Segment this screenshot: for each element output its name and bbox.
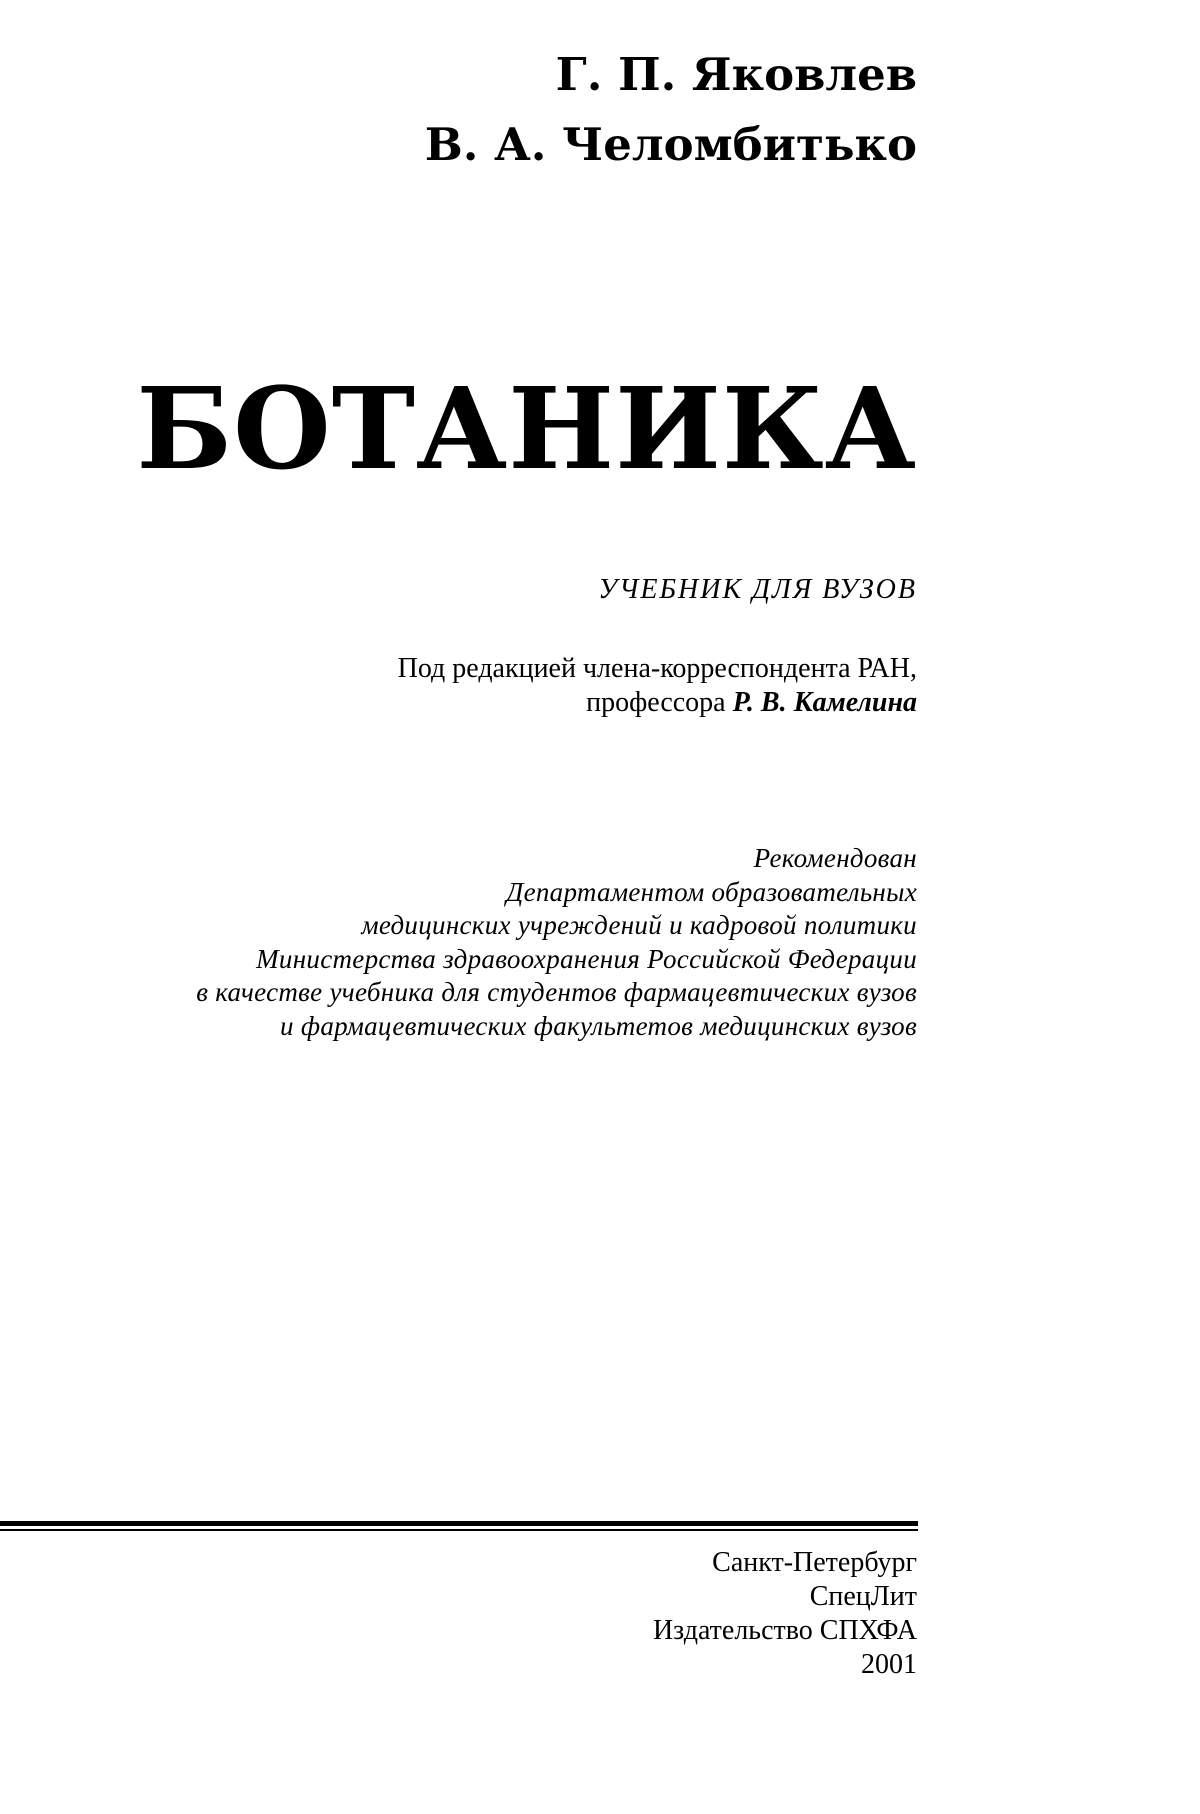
recommendation-line: медицинских учреждений и кадровой политики [361,910,917,940]
editor-name: Р. В. Камелина [732,687,917,718]
recommendation-line: Департаментом образовательных [506,876,917,907]
editor-block [398,652,917,720]
book-subtitle: УЧЕБНИК ДЛЯ ВУЗОВ [598,574,917,605]
imprint-publisher: СпецЛит [809,1581,917,1612]
author-name: В. А. Челомбитько [424,118,917,171]
recommendation-line: Рекомендован [753,843,917,873]
divider-rule [0,1521,918,1526]
imprint-publisher: Издательство СПХФА [652,1615,917,1646]
editor-prefix: профессора [586,687,733,718]
editor-line-2 [398,686,917,720]
authors-block [425,40,917,180]
imprint-city: Санкт-Петербург [712,1547,917,1578]
recommendation-block [196,842,917,1043]
recommendation-line: и фармацевтических факультетов медицинских вузов [280,1010,917,1041]
book-title: БОТАНИКА [136,364,917,495]
imprint-year: 2001 [861,1649,917,1680]
recommendation-line: в качестве учебника для студентов фармацевтических вузов [196,977,917,1007]
recommendation-line: Министерства здравоохранения Российской Федерации [256,943,917,974]
imprint-block [653,1546,917,1682]
author-name: Г. П. Яковлев [555,48,917,101]
editor-line: Под редакцией члена-корреспондента РАН, [397,653,917,684]
divider-rule-thin [0,1529,918,1531]
